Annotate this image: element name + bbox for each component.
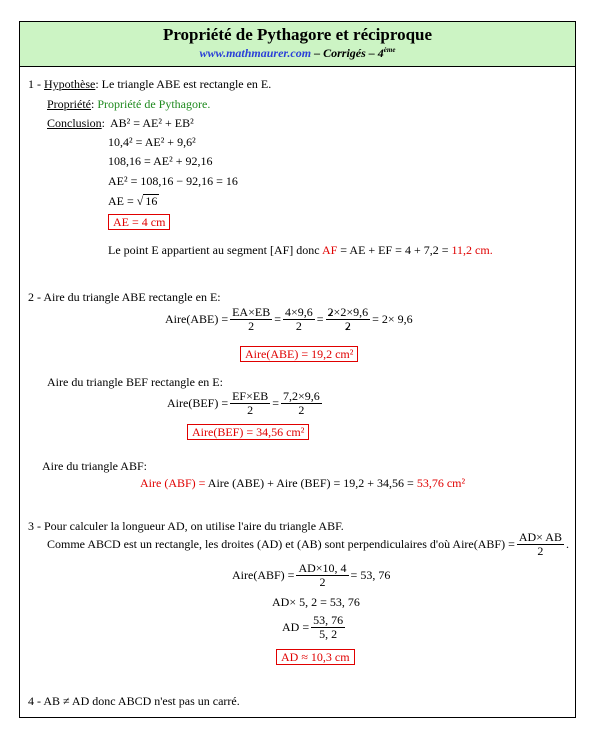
fraction: $\frac{AD\times AB}{2}$ xyxy=(518,530,562,558)
property-text: Propriété de Pythagore. xyxy=(97,97,211,111)
page-title: Propriété de Pythagore et réciproque xyxy=(162,25,433,44)
ad-equation-3: AD = $\frac{53, 76}{5, 2}$ xyxy=(282,613,344,641)
ae-result-box: AE = 4 cm xyxy=(108,214,170,230)
ad-equation-1: Aire(ABF) = $\frac{AD\times 10, 4}{2}$ = 53, 76 xyxy=(232,561,391,589)
bef-equation: Aire(BEF) = $\frac{EF\times EB}{2}$ = $\frac{7,2\times 9,6}{2}$ xyxy=(167,389,320,417)
bef-result-box: Aire(BEF) = 34,56 cm² xyxy=(187,424,309,440)
abf-heading: Aire du triangle ABF: xyxy=(42,459,147,473)
q1-number: 1 - xyxy=(28,77,44,91)
q1-hypothesis xyxy=(28,77,271,92)
abe-equation: Aire(ABE) = $\frac{EA\times EB}{2}$ = $\frac{4\times 9,6}{2}$ = $\frac{2\times 2\times 9,6}{2}$ = 2× 9,6 xyxy=(165,305,413,333)
abe-result-box: Aire(ABE) = 19,2 cm² xyxy=(240,346,358,362)
fraction: $\frac{AD\times 10, 4}{2}$ xyxy=(298,561,347,589)
fraction: $\frac{2\times 2\times 9,6}{2}$ xyxy=(327,305,369,333)
level-label: 4 xyxy=(377,46,384,60)
q1-property: Propriété: Propriété de Pythagore. xyxy=(47,97,211,111)
radicand: 16 xyxy=(145,194,158,208)
fraction: $\frac{4\times 9,6}{2}$ xyxy=(284,305,313,333)
fraction: $\frac{EF\times EB}{2}$ xyxy=(232,389,269,417)
q3-sentence: Comme ABCD est un rectangle, les droites (AD) et (AB) sont perpendiculaires d'où Aire(ABF) = $\frac{AD\times AB}{2}$ . xyxy=(47,530,569,558)
level-sup: ème xyxy=(383,46,396,54)
corriges-label: – Corrigés – xyxy=(314,46,375,60)
af-label: AF xyxy=(321,243,338,257)
q4-text: 4 - AB ≠ AD donc ABCD n'est pas un carré. xyxy=(28,694,240,708)
fraction: $\frac{53, 76}{5, 2}$ xyxy=(313,613,344,641)
header-subtitle xyxy=(20,46,575,61)
bef-heading: Aire du triangle BEF rectangle en E: xyxy=(47,375,223,389)
q3-heading: 3 - Pour calculer la longueur AD, on utilise l'aire du triangle ABF. xyxy=(28,519,344,533)
eq-line-5: AE = √ 16 xyxy=(108,194,158,208)
hypothesis-heading: Hypothèse xyxy=(44,77,96,91)
q1-conclusion-heading: Conclusion: xyxy=(47,116,106,130)
eq-line-1: AB² = AE² + EB² xyxy=(110,116,194,130)
abf-equation: Aire (ABF) = Aire (ABE) + Aire (BEF) = 19,2 + 34,56 = 53,76 cm² xyxy=(140,476,466,490)
header-banner xyxy=(20,22,575,67)
hypothesis-text: : Le triangle ABE est rectangle en E. xyxy=(95,77,272,91)
site-link[interactable]: www.mathmaurer.com xyxy=(199,46,312,60)
ad-result-box: AD ≈ 10,3 cm xyxy=(276,649,355,665)
eq-line-4: AE² = 108,16 − 92,16 = 16 xyxy=(108,174,238,188)
document-frame xyxy=(19,21,576,718)
fraction: $\frac{EA\times EB}{2}$ xyxy=(232,305,271,333)
fraction: $\frac{7,2\times 9,6}{2}$ xyxy=(282,389,320,417)
abf-result: 53,76 cm² xyxy=(416,476,466,490)
af-result: 11,2 cm. xyxy=(451,243,493,257)
ad-equation-2: AD× 5, 2 = 53, 76 xyxy=(272,595,360,609)
eq-line-3: 108,16 = AE² + 92,16 xyxy=(108,154,213,168)
af-sentence: Le point E appartient au segment [AF] donc AF = AE + EF = 4 + 7,2 = 11,2 cm. xyxy=(108,243,493,257)
eq-line-2: 10,4² = AE² + 9,6² xyxy=(108,135,196,149)
q2-heading: 2 - Aire du triangle ABE rectangle en E: xyxy=(28,290,221,304)
property-heading: Propriété xyxy=(47,97,91,111)
